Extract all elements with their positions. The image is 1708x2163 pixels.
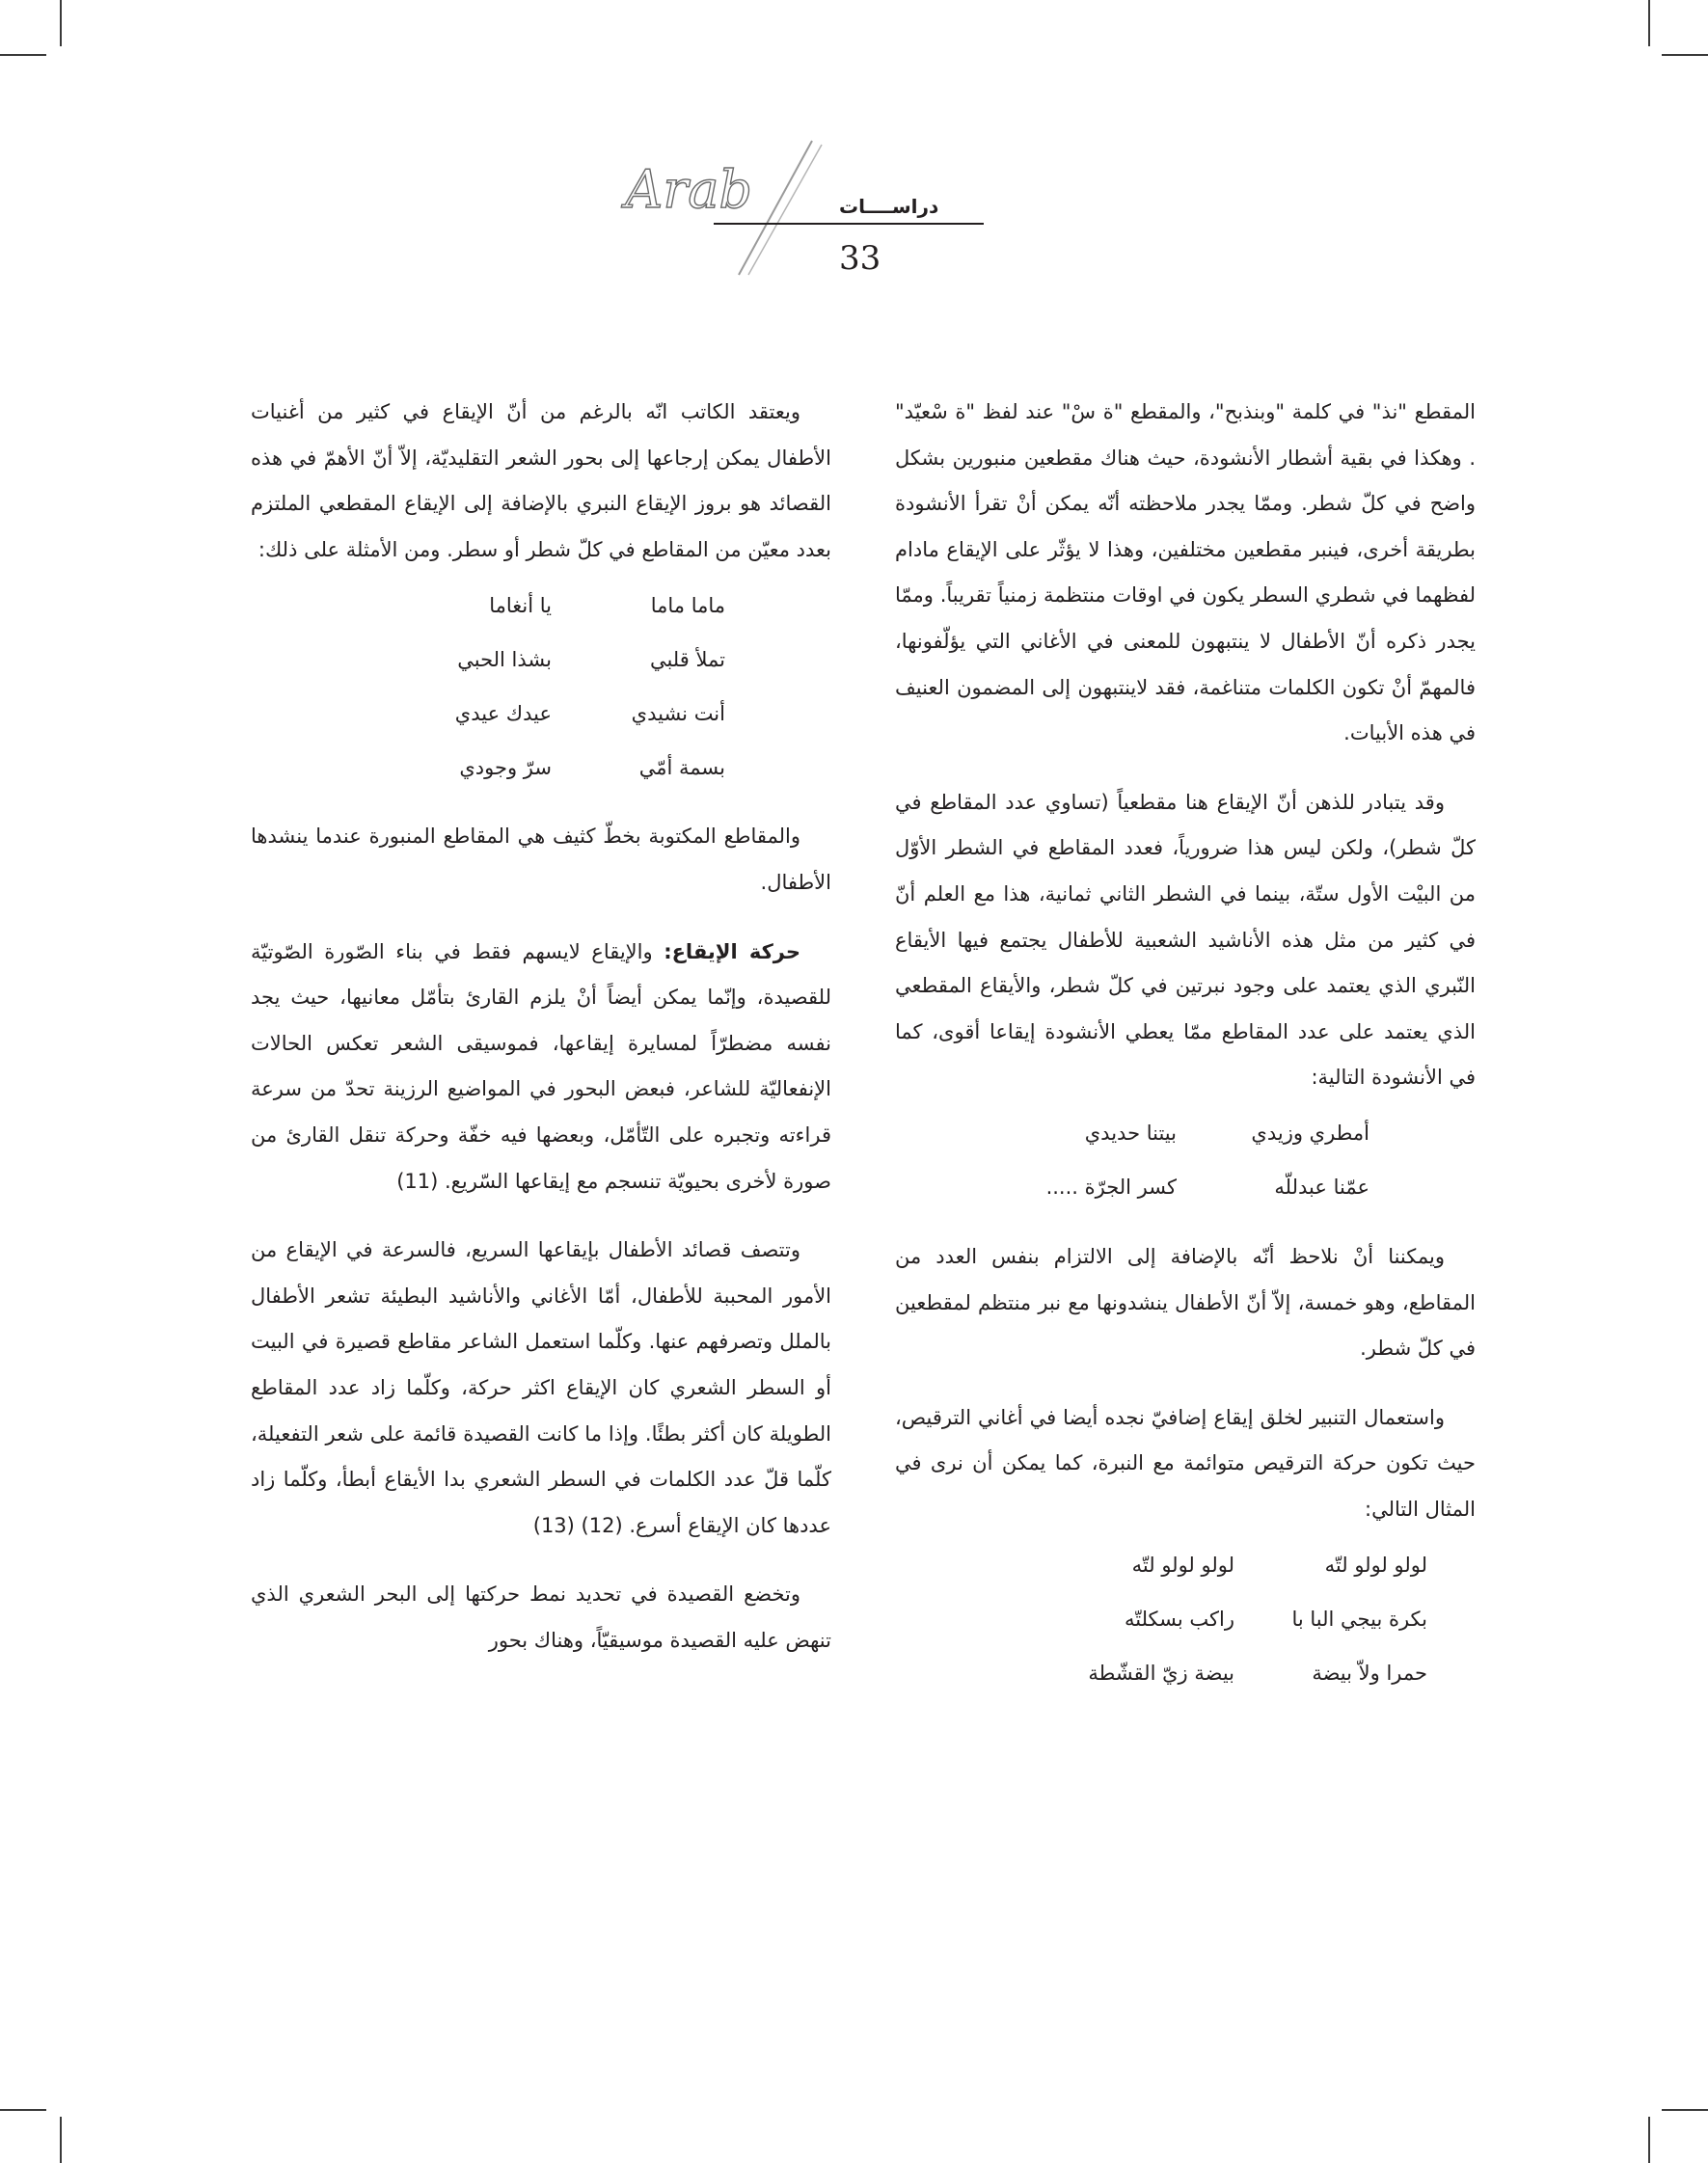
crop-mark [0, 2109, 46, 2111]
verse-hemistich: أنت نشيدي [631, 701, 725, 725]
crop-mark [60, 0, 62, 46]
verse-hemistich: راكب بسكلتّه [1125, 1607, 1234, 1631]
paragraph-body: والإيقاع لايسهم فقط في بناء الصّورة الصّوتيّة للقصيدة، وإنّما يمكن أيضاً أنْ يلزم القارئ بتأمّل معانيها، حيث يجد نفسه مضطرّاً لمسايرة إيقاعها، فموسيقى الشعر تعكس الحالات الإنفعاليّة للشاعر، فبعض البحور في المواضيع الرزينة تحدّ من سرعة قراءته وتجبره على التّأمّل، وبعضها فيه خفّة وحركة تنقل القارئ من صورة لأخرى بحيويّة تنسجم مع إيقاعها السّريع. (11) [251, 939, 831, 1193]
verse-hemistich: حمرا ولاّ بيضة [1312, 1661, 1427, 1685]
page-number: 33 [839, 239, 881, 278]
paragraph [251, 930, 831, 1205]
left-column [251, 390, 831, 1687]
verse-hemistich: بيتنا حديدي [1084, 1122, 1177, 1146]
verse-hemistich: ماما ماما [650, 593, 725, 617]
verse-hemistich: عمّنا عبدللّه [1274, 1176, 1369, 1200]
verse-hemistich: سرّ وجودي [459, 755, 552, 779]
verse-hemistich: يا أنغاما [489, 593, 552, 617]
logo-lettering: Arab [625, 159, 752, 220]
verse-block [251, 579, 831, 795]
crop-mark [0, 54, 46, 56]
verse-hemistich: بشذا الحبي [457, 647, 552, 671]
paragraph: وتخضع القصيدة في تحديد نمط حركتها إلى البحر الشعري الذي تنهض عليه القصيدة موسيقيّاً، وهناك بحور [251, 1582, 831, 1652]
verse-hemistich: عيدك عيدي [454, 701, 552, 725]
verse-line [251, 741, 725, 795]
verse-line [895, 1538, 1427, 1592]
verse-line [895, 1592, 1427, 1646]
verse-line [251, 687, 725, 741]
paragraph: المقطع "نذ" في كلمة "وبنذبح"، والمقطع "ة سْ" عند لفظ "ة سْعيّد" . وهكذا في بقية أشطار الأنشودة، حيث هناك مقطعين منبورين بشكل واضح في كلّ شطر. وممّا يجدر ملاحظته أنّه يمكن أنْ تقرأ الأنشودة بطريقة أخرى، فينبر مقطعين مختلفين، وهذا لا يؤثّر على الإيقاع مادام لفظهما في شطري السطر يكون في اوقات منتظمة زمنياً تقريباً. وممّا يجدر ذكره أنّ الأطفال لا ينتبهون للمعنى في الأغاني التي يؤلّفونها، فالمهمّ أنْ تكون الكلمات متناغمة، فقد لاينتبهون إلى المضمون العنيف في هذه الأبيات. [895, 400, 1476, 745]
page-header [625, 135, 1022, 280]
paragraph: واستعمال التنبير لخلق إيقاع إضافيّ نجده أيضا في أغاني الترقيص، حيث تكون حركة الترقيص متوائمة مع النبرة، كما يمكن أن نرى في المثال التالي: [895, 1405, 1476, 1521]
right-column [895, 390, 1476, 1719]
crop-mark [1648, 0, 1650, 46]
section-label: دراســــات [839, 195, 939, 218]
verse-hemistich: بكرة بيجي البا با [1291, 1607, 1427, 1631]
verse-hemistich: لولو لولو لتّه [1324, 1553, 1427, 1577]
crop-mark [1662, 2109, 1708, 2111]
paragraph: والمقاطع المكتوبة بخطّ كثيف هي المقاطع المنبورة عندما ينشدها الأطفال. [251, 825, 831, 894]
paragraph-lead: حركة الإيقاع: [664, 939, 800, 963]
paragraph: ويعتقد الكاتب انّه بالرغم من أنّ الإيقاع في كثير من أغنيات الأطفال يمكن إرجاعها إلى بحور الشعر التقليديّة، إلاّ أنّ الأهمّ في هذه القصائد هو بروز الإيقاع النبري بالإضافة إلى الإيقاع المقطعي الملتزم بعدد معيّن من المقاطع في كلّ شطر أو سطر. ومن الأمثلة على ذلك: [251, 400, 831, 561]
verse-line [251, 633, 725, 687]
verse-line [251, 579, 725, 633]
verse-line [895, 1646, 1427, 1700]
crop-mark [1648, 2117, 1650, 2163]
crop-mark [1662, 54, 1708, 56]
verse-hemistich: كسر الجرّة ..... [1045, 1176, 1177, 1200]
paragraph: وقد يتبادر للذهن أنّ الإيقاع هنا مقطعياً (تساوي عدد المقاطع في كلّ شطر)، ولكن ليس هذا ضرورياً، فعدد المقاطع في الشطر الأوّل من البيْت الأول ستّة، بينما في الشطر الثاني ثمانية، هذا مع العلم أنّ في كثير من مثل هذه الأناشيد الشعبية للأطفال يجتمع فيها الأيقاع النّبري الذي يعتمد على وجود نبرتين في كلّ شطر، والأيقاع المقطعي الذي يعتمد على عدد المقاطع ممّا يعطي الأنشودة إيقاعا أقوى، كما في الأنشودة التالية: [895, 790, 1476, 1090]
verse-block [895, 1538, 1476, 1700]
paragraph: ويمكننا أنْ نلاحظ أنّه بالإضافة إلى الالتزام بنفس العدد من المقاطع، وهو خمسة، إلاّ أنّ الأطفال ينشدونها مع نبر منتظم لمقطعين في كلّ شطر. [895, 1244, 1476, 1361]
verse-hemistich: لولو لولو لتّه [1131, 1553, 1234, 1577]
crop-mark [60, 2117, 62, 2163]
verse-block [895, 1107, 1476, 1215]
verse-hemistich: بيضة زيّ القشّطة [1088, 1661, 1234, 1685]
paragraph: وتتصف قصائد الأطفال بإيقاعها السريع، فالسرعة في الإيقاع من الأمور المحببة للأطفال، أمّا الأغاني والأناشيد البطيئة تشعر الأطفال بالملل وتصرفهم عنها. وكلّما استعمل الشاعر مقاطع قصيرة في البيت أو السطر الشعري كان الإيقاع اكثر حركة، وكلّما زاد عدد المقاطع الطويلة كان أكثر بطئًا. وإذا ما كانت القصيدة قائمة على شعر التفعيلة، كلّما قلّ عدد الكلمات في السطر الشعري بدا الأيقاع أبطأ، وكلّما زاد عددها كان الإيقاع أسرع. (12) (13) [251, 1238, 831, 1537]
verse-hemistich: أمطري وزيدي [1251, 1122, 1369, 1146]
verse-line [895, 1161, 1369, 1215]
verse-line [895, 1107, 1369, 1161]
verse-hemistich: بسمة أمّي [638, 755, 725, 779]
verse-hemistich: تملأ قلبي [649, 647, 725, 671]
